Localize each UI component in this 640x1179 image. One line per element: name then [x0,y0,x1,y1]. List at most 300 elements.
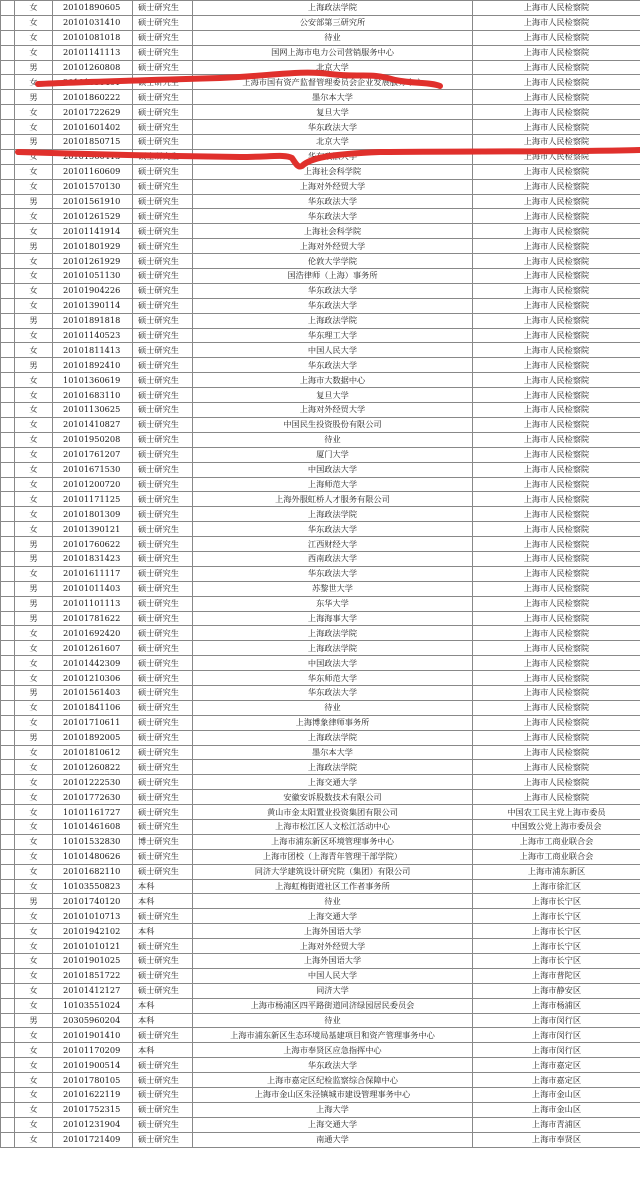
row-edge-cell [1,447,15,462]
exam-id-cell: 20101390114 [53,298,133,313]
gender-cell: 女 [15,656,53,671]
row-edge-cell [1,388,15,403]
education-cell: 硕士研究生 [133,388,193,403]
department-cell: 上海市人民检察院 [473,507,640,522]
table-row [1,179,640,194]
exam-id-cell: 20101683110 [53,388,133,403]
gender-cell: 男 [15,358,53,373]
exam-id-cell: 20101772630 [53,790,133,805]
exam-id-cell: 20101780105 [53,1073,133,1088]
row-edge-cell [1,1117,15,1132]
department-cell: 上海市人民检察院 [473,581,640,596]
exam-id-cell: 20101560413 [53,149,133,164]
education-cell: 硕士研究生 [133,551,193,566]
workplace-cell: 西南政法大学 [193,551,473,566]
gender-cell: 女 [15,566,53,581]
table-row [1,879,640,894]
table-row [1,507,640,522]
row-edge-cell [1,90,15,105]
education-cell: 本科 [133,924,193,939]
table-row [1,373,640,388]
workplace-cell: 上海对外经贸大学 [193,239,473,254]
table-row [1,239,640,254]
education-cell: 硕士研究生 [133,700,193,715]
row-edge-cell [1,492,15,507]
row-edge-cell [1,507,15,522]
row-edge-cell [1,864,15,879]
department-cell: 上海市人民检察院 [473,462,640,477]
workplace-cell: 公安部第三研究所 [193,15,473,30]
table-row [1,194,640,209]
exam-id-cell: 20101801309 [53,507,133,522]
department-cell: 上海市人民检察院 [473,224,640,239]
department-cell: 上海市长宁区 [473,909,640,924]
table-row [1,1132,640,1147]
workplace-cell: 上海市金山区朱泾镇城市建设管理事务中心 [193,1088,473,1103]
gender-cell: 女 [15,417,53,432]
education-cell: 硕士研究生 [133,596,193,611]
education-cell: 本科 [133,894,193,909]
row-edge-cell [1,283,15,298]
education-cell: 硕士研究生 [133,581,193,596]
gender-cell: 女 [15,790,53,805]
education-cell: 硕士研究生 [133,269,193,284]
department-cell: 上海市闵行区 [473,1013,640,1028]
workplace-cell: 苏黎世大学 [193,581,473,596]
row-edge-cell [1,30,15,45]
exam-id-cell: 20101892005 [53,730,133,745]
workplace-cell: 同济大学建筑设计研究院（集团）有限公司 [193,864,473,879]
department-cell: 上海市人民检察院 [473,313,640,328]
table-row [1,149,640,164]
education-cell: 硕士研究生 [133,715,193,730]
table-row [1,626,640,641]
table-row [1,135,640,150]
department-cell: 上海市浦东新区 [473,864,640,879]
department-cell: 中国农工民主党上海市委员 [473,805,640,820]
department-cell: 上海市工商业联合会 [473,834,640,849]
department-cell: 上海市人民检察院 [473,90,640,105]
row-edge-cell [1,685,15,700]
gender-cell: 女 [15,879,53,894]
gender-cell: 女 [15,388,53,403]
department-cell: 上海市人民检察院 [473,417,640,432]
gender-cell: 女 [15,492,53,507]
table-row [1,641,640,656]
education-cell: 硕士研究生 [133,1117,193,1132]
workplace-cell: 上海大学 [193,1102,473,1117]
gender-cell: 女 [15,700,53,715]
row-edge-cell [1,581,15,596]
workplace-cell: 上海交通大学 [193,909,473,924]
row-edge-cell [1,805,15,820]
education-cell: 硕士研究生 [133,1088,193,1103]
department-cell: 上海市人民检察院 [473,775,640,790]
workplace-cell: 北京大学 [193,60,473,75]
gender-cell: 女 [15,968,53,983]
education-cell: 硕士研究生 [133,1102,193,1117]
table-row [1,224,640,239]
table-row [1,403,640,418]
gender-cell: 女 [15,507,53,522]
exam-id-cell: 20101051130 [53,269,133,284]
education-cell: 硕士研究生 [133,1073,193,1088]
exam-id-cell: 20305960204 [53,1013,133,1028]
education-cell: 本科 [133,998,193,1013]
gender-cell: 女 [15,924,53,939]
gender-cell: 女 [15,328,53,343]
workplace-cell: 上海博象律师事务所 [193,715,473,730]
department-cell: 上海市人民检察院 [473,730,640,745]
gender-cell: 女 [15,626,53,641]
row-edge-cell [1,1073,15,1088]
exam-id-cell: 20101442309 [53,656,133,671]
row-edge-cell [1,358,15,373]
education-cell: 硕士研究生 [133,224,193,239]
gender-cell: 女 [15,432,53,447]
education-cell: 硕士研究生 [133,1028,193,1043]
table-row [1,417,640,432]
gender-cell: 女 [15,745,53,760]
table-row [1,834,640,849]
exam-id-cell: 20101831423 [53,551,133,566]
education-cell: 硕士研究生 [133,1058,193,1073]
department-cell: 上海市人民检察院 [473,135,640,150]
education-cell: 硕士研究生 [133,30,193,45]
row-edge-cell [1,656,15,671]
table-row [1,462,640,477]
gender-cell: 女 [15,760,53,775]
department-cell: 上海市静安区 [473,983,640,998]
row-edge-cell [1,298,15,313]
workplace-cell: 华东政法大学 [193,209,473,224]
gender-cell: 女 [15,403,53,418]
gender-cell: 女 [15,819,53,834]
department-cell: 上海市人民检察院 [473,75,640,90]
gender-cell: 女 [15,909,53,924]
department-cell: 上海市人民检察院 [473,149,640,164]
workplace-cell: 上海市浦东新区生态环境局基建项目和资产管理事务中心 [193,1028,473,1043]
exam-id-cell: 20101692420 [53,626,133,641]
table-row [1,492,640,507]
education-cell: 硕士研究生 [133,983,193,998]
workplace-cell: 上海政法学院 [193,641,473,656]
department-cell: 上海市人民检察院 [473,596,640,611]
department-cell: 上海市人民检察院 [473,611,640,626]
table-row [1,566,640,581]
department-cell: 上海市人民检察院 [473,283,640,298]
workplace-cell: 华东理工大学 [193,328,473,343]
exam-id-cell: 20101260808 [53,60,133,75]
education-cell: 硕士研究生 [133,15,193,30]
gender-cell: 女 [15,834,53,849]
exam-id-cell: 20101412127 [53,983,133,998]
department-cell: 上海市人民检察院 [473,566,640,581]
table-row [1,1,640,16]
gender-cell: 女 [15,805,53,820]
gender-cell: 女 [15,105,53,120]
gender-cell: 女 [15,373,53,388]
workplace-cell: 华东政法大学 [193,120,473,135]
department-cell: 上海市人民检察院 [473,522,640,537]
education-cell: 硕士研究生 [133,745,193,760]
exam-id-cell: 20101810612 [53,745,133,760]
education-cell: 硕士研究生 [133,968,193,983]
row-edge-cell [1,730,15,745]
row-edge-cell [1,522,15,537]
exam-id-cell: 20101901410 [53,1028,133,1043]
education-cell: 硕士研究生 [133,611,193,626]
workplace-cell: 上海市国有资产监督管理委员会企业发展服务中心 [193,75,473,90]
department-cell: 上海市人民检察院 [473,715,640,730]
row-edge-cell [1,983,15,998]
row-edge-cell [1,626,15,641]
education-cell: 硕士研究生 [133,1132,193,1147]
gender-cell: 女 [15,1073,53,1088]
row-edge-cell [1,254,15,269]
row-edge-cell [1,641,15,656]
department-cell: 上海市人民检察院 [473,239,640,254]
row-edge-cell [1,611,15,626]
table-row [1,343,640,358]
workplace-cell: 江西财经大学 [193,537,473,552]
workplace-cell: 上海交通大学 [193,1117,473,1132]
workplace-cell: 华东师范大学 [193,671,473,686]
table-row [1,909,640,924]
exam-id-cell: 20101081018 [53,30,133,45]
exam-id-cell: 20101130625 [53,403,133,418]
row-edge-cell [1,373,15,388]
row-edge-cell [1,432,15,447]
education-cell: 硕士研究生 [133,432,193,447]
applicant-table-body [1,1,640,1148]
department-cell: 上海市人民检察院 [473,269,640,284]
gender-cell: 女 [15,983,53,998]
department-cell: 上海市人民检察院 [473,432,640,447]
exam-id-cell: 20101390121 [53,522,133,537]
exam-id-cell: 10101480626 [53,849,133,864]
exam-id-cell: 20101561403 [53,685,133,700]
department-cell: 上海市人民检察院 [473,254,640,269]
department-cell: 上海市人民检察院 [473,60,640,75]
row-edge-cell [1,775,15,790]
row-edge-cell [1,671,15,686]
exam-id-cell: 20101900514 [53,1058,133,1073]
table-row [1,760,640,775]
gender-cell: 男 [15,239,53,254]
exam-id-cell: 20101801929 [53,239,133,254]
gender-cell: 女 [15,864,53,879]
exam-id-cell: 20101260822 [53,760,133,775]
education-cell: 硕士研究生 [133,45,193,60]
table-row [1,730,640,745]
table-row [1,477,640,492]
gender-cell: 男 [15,596,53,611]
row-edge-cell [1,477,15,492]
workplace-cell: 上海政法学院 [193,730,473,745]
table-row [1,551,640,566]
education-cell: 硕士研究生 [133,254,193,269]
gender-cell: 女 [15,954,53,969]
exam-id-cell: 20101710611 [53,715,133,730]
workplace-cell: 华东政法大学 [193,685,473,700]
exam-id-cell: 20101890605 [53,1,133,16]
workplace-cell: 国浩律师（上海）事务所 [193,269,473,284]
education-cell: 硕士研究生 [133,60,193,75]
row-edge-cell [1,1043,15,1058]
department-cell: 上海市人民检察院 [473,45,640,60]
education-cell: 硕士研究生 [133,656,193,671]
table-row [1,745,640,760]
workplace-cell: 华东政法大学 [193,149,473,164]
row-edge-cell [1,849,15,864]
education-cell: 硕士研究生 [133,641,193,656]
department-cell: 上海市人民检察院 [473,343,640,358]
row-edge-cell [1,1013,15,1028]
workplace-cell: 上海虹梅街道社区工作者事务所 [193,879,473,894]
gender-cell: 男 [15,537,53,552]
education-cell: 硕士研究生 [133,135,193,150]
department-cell: 上海市人民检察院 [473,105,640,120]
gender-cell: 男 [15,90,53,105]
row-edge-cell [1,269,15,284]
education-cell: 硕士研究生 [133,790,193,805]
department-cell: 上海市人民检察院 [473,745,640,760]
workplace-cell: 上海政法学院 [193,507,473,522]
exam-id-cell: 20101850715 [53,135,133,150]
department-cell: 上海市金山区 [473,1088,640,1103]
table-row [1,209,640,224]
table-row [1,75,640,90]
row-edge-cell [1,879,15,894]
education-cell: 硕士研究生 [133,507,193,522]
row-edge-cell [1,313,15,328]
education-cell: 硕士研究生 [133,373,193,388]
workplace-cell: 上海政法学院 [193,760,473,775]
row-edge-cell [1,1,15,16]
gender-cell: 女 [15,671,53,686]
department-cell: 上海市杨浦区 [473,998,640,1013]
table-row [1,254,640,269]
education-cell: 硕士研究生 [133,909,193,924]
education-cell: 硕士研究生 [133,313,193,328]
exam-id-cell: 20101031410 [53,15,133,30]
education-cell: 硕士研究生 [133,954,193,969]
workplace-cell: 上海外国语大学 [193,954,473,969]
exam-id-cell: 10101161727 [53,805,133,820]
education-cell: 硕士研究生 [133,477,193,492]
workplace-cell: 东华大学 [193,596,473,611]
row-edge-cell [1,209,15,224]
table-row [1,700,640,715]
table-row [1,1043,640,1058]
table-row [1,298,640,313]
education-cell: 硕士研究生 [133,671,193,686]
department-cell: 上海市青浦区 [473,1117,640,1132]
row-edge-cell [1,75,15,90]
exam-id-cell: 10101532830 [53,834,133,849]
department-cell: 上海市徐汇区 [473,879,640,894]
table-row [1,283,640,298]
department-cell: 上海市闵行区 [473,1043,640,1058]
department-cell: 上海市普陀区 [473,968,640,983]
row-edge-cell [1,149,15,164]
workplace-cell: 上海政法学院 [193,1,473,16]
table-row [1,894,640,909]
education-cell: 硕士研究生 [133,403,193,418]
exam-id-cell: 20101101113 [53,596,133,611]
education-cell: 硕士研究生 [133,939,193,954]
table-row [1,581,640,596]
table-row [1,120,640,135]
workplace-cell: 华东政法大学 [193,522,473,537]
education-cell: 本科 [133,1043,193,1058]
education-cell: 硕士研究生 [133,164,193,179]
exam-id-cell: 20101722629 [53,105,133,120]
workplace-cell: 上海社会科学院 [193,224,473,239]
department-cell: 中国致公党上海市委员会 [473,819,640,834]
row-edge-cell [1,760,15,775]
row-edge-cell [1,551,15,566]
exam-id-cell: 20101010121 [53,939,133,954]
department-cell: 上海市人民检察院 [473,477,640,492]
department-cell: 上海市奉贤区 [473,1132,640,1147]
gender-cell: 女 [15,641,53,656]
gender-cell: 男 [15,313,53,328]
gender-cell: 女 [15,715,53,730]
gender-cell: 女 [15,120,53,135]
gender-cell: 男 [15,581,53,596]
department-cell: 上海市嘉定区 [473,1058,640,1073]
table-row [1,849,640,864]
workplace-cell: 上海市松江区人文松江活动中心 [193,819,473,834]
gender-cell: 女 [15,462,53,477]
row-edge-cell [1,537,15,552]
workplace-cell: 上海师范大学 [193,477,473,492]
gender-cell: 男 [15,894,53,909]
row-edge-cell [1,15,15,30]
exam-id-cell: 20101231904 [53,1117,133,1132]
education-cell: 硕士研究生 [133,194,193,209]
workplace-cell: 上海政法学院 [193,626,473,641]
table-row [1,715,640,730]
workplace-cell: 华东政法大学 [193,1058,473,1073]
row-edge-cell [1,105,15,120]
gender-cell: 男 [15,611,53,626]
workplace-cell: 中国民生投资股份有限公司 [193,417,473,432]
department-cell: 上海市人民检察院 [473,179,640,194]
gender-cell: 女 [15,15,53,30]
table-row [1,447,640,462]
workplace-cell: 复旦大学 [193,388,473,403]
education-cell: 硕士研究生 [133,120,193,135]
row-edge-cell [1,1028,15,1043]
row-edge-cell [1,834,15,849]
education-cell: 硕士研究生 [133,105,193,120]
row-edge-cell [1,135,15,150]
education-cell: 硕士研究生 [133,298,193,313]
exam-id-cell: 20101141113 [53,45,133,60]
table-row [1,1028,640,1043]
exam-id-cell: 20101950208 [53,432,133,447]
exam-id-cell: 20101210306 [53,671,133,686]
department-cell: 上海市长宁区 [473,954,640,969]
row-edge-cell [1,924,15,939]
workplace-cell: 北京大学 [193,135,473,150]
workplace-cell: 中国政法大学 [193,656,473,671]
row-edge-cell [1,194,15,209]
gender-cell: 女 [15,269,53,284]
